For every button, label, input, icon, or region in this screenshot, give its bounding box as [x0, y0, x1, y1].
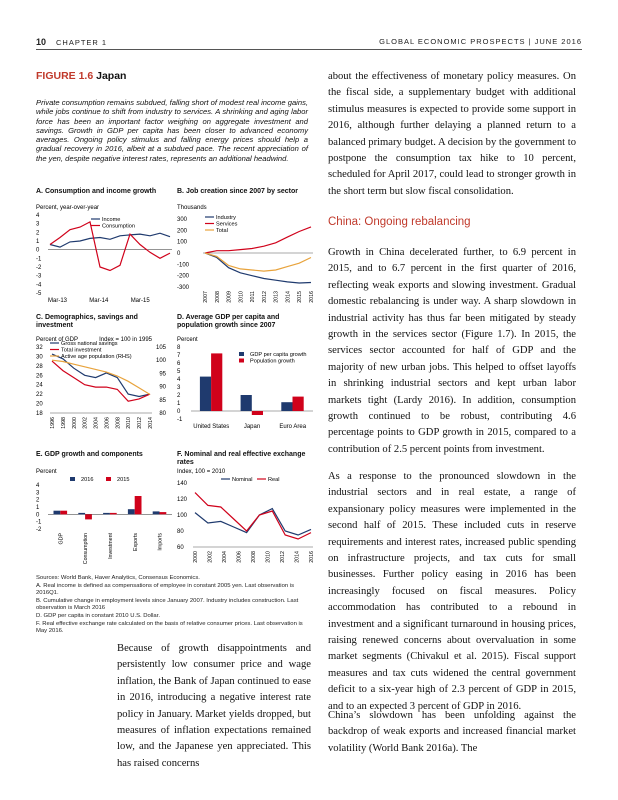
bar: [241, 395, 252, 411]
y-tick-label: 22: [36, 392, 43, 399]
axis-label-y: Percent, year-over-year: [36, 205, 100, 211]
x-tick-label: 2008: [251, 551, 257, 563]
y-tick-label: 20: [36, 401, 43, 408]
figure-label: FIGURE 1.6: [36, 70, 94, 82]
y-tick-label: 1: [177, 401, 181, 407]
axis-label-y: Percent: [177, 337, 198, 343]
chart-panel-d: [177, 335, 317, 445]
note-d: D. GDP per capita in constant 2010 U.S. Dollar.: [36, 612, 160, 619]
y-tick-label: 8: [177, 345, 181, 351]
y2-tick-label: 100: [155, 358, 166, 365]
y-tick-label: -5: [36, 291, 42, 297]
series-line: [52, 360, 150, 394]
axis-label-y: Percent: [36, 469, 57, 475]
x-tick-label: 1996: [50, 417, 56, 429]
page-number: 10: [36, 37, 47, 47]
panel-c-title: C. Demographics, savings and investment: [36, 314, 138, 330]
x-tick-label: 2010: [265, 551, 272, 563]
x-tick-label: Exports: [132, 533, 139, 551]
y-tick-label: -1: [36, 519, 42, 526]
x-tick-label: United States: [193, 424, 230, 430]
x-tick-label: Japan: [243, 424, 261, 430]
x-tick-label: 1998: [60, 417, 67, 429]
note-sources: Sources: World Bank, Haver Analytics, Consensus Economics.: [36, 575, 200, 581]
section-heading: China: Ongoing rebalancing: [328, 216, 471, 228]
legend-swatch: [70, 477, 75, 481]
y-tick-label: 18: [36, 411, 43, 417]
note-a: A. Real income is defined as compensations of employee in constant 2005 yen. Last observation is 2016Q1.: [36, 582, 295, 597]
y2-tick-label: 95: [159, 371, 166, 378]
legend-label: Real: [268, 477, 280, 483]
bar: [252, 411, 263, 415]
chapter-label: CHAPTER 1: [56, 38, 108, 47]
bar: [78, 513, 85, 515]
y-tick-label: 200: [177, 228, 188, 235]
bar: [85, 514, 92, 519]
series-line: [195, 509, 311, 535]
y-tick-label: 3: [36, 221, 40, 228]
x-tick-label: 2008: [115, 417, 122, 429]
legend-label: Active age population (RHS): [61, 354, 132, 360]
y-tick-label: -200: [177, 273, 190, 280]
legend-label: Population growth: [250, 358, 295, 365]
panel-a-title: A. Consumption and income growth: [36, 188, 157, 195]
y-tick-label: 4: [177, 377, 181, 383]
x-tick-label: Consumption: [83, 533, 90, 565]
y-tick-label: 1: [36, 239, 40, 245]
y-tick-label: -1: [36, 256, 42, 263]
x-tick-label: 2007: [203, 291, 209, 303]
legend-label: Consumption: [102, 223, 135, 230]
bar: [281, 402, 292, 411]
y-tick-label: 5: [177, 369, 181, 375]
body-text-left: Because of growth disappointments and persistently low consumer price and wage inflation, the Bank of Japan continued to ease in 2016, introducing a negative interest rate policy in January. Market yields dropped, but measures of inflation expectations remained low, and the Japanese yen appreciated. This has raised concerns: [117, 643, 311, 769]
x-tick-label: 2006: [236, 551, 243, 563]
legend-label: Industry: [216, 215, 236, 221]
legend-swatch: [106, 477, 111, 481]
panel-e-title: E. GDP growth and components: [36, 451, 143, 458]
bar: [103, 513, 110, 515]
x-tick-label: 2010: [238, 291, 245, 303]
publication-label: GLOBAL ECONOMIC PROSPECTS | JUNE 2016: [379, 37, 582, 46]
chart-panel-e: [36, 467, 176, 572]
y-tick-label: 30: [36, 354, 43, 361]
series-line: [205, 253, 311, 271]
y-tick-label: 80: [177, 529, 184, 535]
y-tick-label: 100: [177, 513, 188, 519]
y-tick-label: -3: [36, 273, 42, 280]
x-tick-label: 2012: [137, 417, 144, 429]
y-tick-label: 7: [177, 353, 181, 359]
x-tick-label: 2013: [273, 291, 280, 303]
panel-f-title: F. Nominal and real effective exchange rates: [177, 451, 306, 467]
x-tick-label: 2010: [126, 417, 133, 429]
x-tick-label: 2000: [71, 417, 78, 429]
y-tick-label: -4: [36, 282, 42, 289]
y-tick-label: 4: [36, 483, 40, 489]
axis-label-y: Thousands: [177, 205, 207, 211]
y-tick-label: 300: [177, 217, 188, 223]
y-tick-label: 0: [177, 251, 181, 257]
bar: [54, 511, 61, 515]
series-line: [52, 354, 150, 396]
y-tick-label: 100: [177, 239, 188, 246]
figure-description: Private consumption remains subdued, falling short of modest real income gains, while jobs continue to shift from industry to services. A shrinking and aging labor force has been an important factor weighing on aggregate investment and savings. Growth in GDP per capita has been closer to advanced economy averages. Ongoing policy stimulus and falling energy prices should help a gradual recovery in 2016, albeit at a subdued pace. The recent appreciation of the yen, despite negative interest rates, represents an additional headwind.: [36, 98, 308, 163]
series-line: [205, 253, 311, 283]
y-tick-label: 32: [36, 345, 43, 351]
y-tick-label: 120: [177, 497, 188, 503]
chart-panel-a: [36, 203, 176, 309]
x-tick-label: 2008: [214, 291, 221, 303]
y-tick-label: 26: [36, 373, 43, 380]
x-tick-label: 2009: [226, 291, 233, 303]
axis-label-y: Index, 100 = 2010: [177, 469, 226, 475]
y-tick-label: 1: [36, 505, 40, 511]
legend-swatch: [239, 352, 244, 356]
legend-label: 2016: [81, 477, 94, 483]
y2-tick-label: 80: [159, 411, 166, 417]
page-header: [36, 36, 582, 50]
x-tick-label: 2012: [280, 551, 286, 563]
x-tick-label: 2014: [285, 291, 292, 303]
legend-label: Total investment: [61, 347, 102, 354]
x-tick-label: Mar-14: [89, 298, 109, 304]
x-tick-label: Euro Area: [279, 424, 307, 430]
figure-name: Japan: [96, 70, 127, 82]
body-paragraph-1: about the effectiveness of monetary policy measures. On the fiscal side, a supplementary budget with additional stimulus measures is expected to provide some support in 2016, although further delaying a planned return to a balanced primary budget. A decision by the government to postpone the consumption tax hike to 10 percent, scheduled for April 2017, could lead to stronger growth in the short term but slow fiscal consolidation.: [328, 71, 577, 197]
x-tick-label: Imports: [157, 533, 164, 551]
x-tick-label: 2004: [222, 551, 228, 563]
bar: [200, 377, 211, 411]
y-tick-label: 4: [36, 213, 40, 219]
x-tick-label: 2002: [207, 551, 214, 563]
x-tick-label: 2014: [294, 551, 301, 563]
bar: [128, 509, 135, 514]
y-tick-label: 0: [36, 247, 40, 254]
body-paragraph-2: Growth in China decelerated further, to 6.9 percent in 2015, and to 6.7 percent in the first quarter of 2016, reflecting weak exports and slowing investment. Gradual domestic rebalancing is under way. A sharp slowdown in industrial activity has thus far been mitigated by steady growth in the services sector (Figure 1.7). In 2015, the services sector accounted for half of GDP and the majority of new urban jobs. This helped to offset layoffs in shrinking industrial sectors and kept urban labor markets tight (Lardy 2016). In addition, consumption growth continued to be robust, contributing 4.6 percentage points to GDP growth in 2015, compared to a contribution of 2.5 percent points from investment.: [328, 247, 576, 455]
x-tick-label: 2012: [261, 291, 268, 303]
bar: [60, 511, 67, 515]
series-line: [195, 493, 311, 539]
legend-label: 2015: [117, 477, 130, 483]
x-tick-label: 2000: [193, 551, 199, 563]
y-tick-label: 2: [36, 497, 40, 504]
bar: [135, 496, 142, 514]
legend-label: Services: [216, 221, 238, 228]
y-tick-label: 24: [36, 382, 43, 389]
body-paragraph-3: As a response to the pronounced slowdown in the industrial sectors and in real estate, a range of expansionary policy measures were implemented in the second half of 2015. These included cuts in reserve requirements and interest rates, increased public spending on infrastructure projects, and tax cuts for small businesses. Further policy easing in 2016 has been increasingly focused on fiscal measures. Policy accommodation has contributed to a rebound in investment and a significant turnaround in housing prices, raising renewed concerns about overvaluation in some market segments (Chivakul et al. 2015). Fiscal support measures and tax cuts widened the central government deficit to a six-year high of 2.3 percent of GDP in 2015, and to an expected 3 percent of GDP in 2016.: [328, 471, 576, 712]
y-tick-label: 6: [177, 361, 181, 367]
x-tick-label: Investment: [108, 533, 114, 559]
chart-panel-c: [36, 335, 176, 445]
bar: [110, 513, 117, 515]
x-tick-label: 2016: [309, 291, 315, 303]
y-tick-label: 140: [177, 481, 188, 487]
x-tick-label: 2014: [148, 417, 154, 429]
y2-tick-label: 90: [159, 384, 166, 391]
series-line: [50, 233, 170, 247]
x-tick-label: 2011: [250, 291, 257, 303]
bar: [211, 353, 222, 411]
y-tick-label: 28: [36, 363, 43, 370]
legend-label: GDP per capita growth: [250, 352, 307, 358]
legend-swatch: [239, 359, 244, 363]
note-b: B. Cumulative change in employment levels since January 2007. Industry includes construction. Last observation is March 2016: [36, 597, 299, 612]
y2-tick-label: 85: [159, 397, 166, 404]
x-tick-label: 2002: [82, 417, 89, 429]
bar: [293, 397, 304, 411]
panel-b-title: B. Job creation since 2007 by sector: [177, 188, 298, 195]
x-tick-label: 2006: [104, 417, 111, 429]
y2-tick-label: 105: [155, 345, 166, 351]
x-tick-label: 2004: [93, 417, 100, 429]
y-tick-label: 3: [177, 385, 181, 391]
x-tick-label: 2015: [297, 291, 304, 303]
axis-label-y: Percent of GDP: [36, 337, 79, 343]
y-tick-label: -2: [36, 265, 42, 271]
body-paragraph-4: China’s slowdown has been unfolding against the backdrop of weak exports and increased financial market volatility (World Bank 2016a). The: [328, 710, 576, 754]
note-f: F. Real effective exchange rate calculated on the basis of relative consumer prices. Last observation is May 2016.: [36, 620, 303, 635]
y-tick-label: 60: [177, 545, 184, 551]
y-tick-label: -1: [177, 417, 183, 423]
chart-panel-f: [177, 467, 317, 572]
y-tick-label: -100: [177, 262, 190, 269]
bar: [153, 511, 160, 514]
y-tick-label: 0: [177, 409, 181, 415]
bar: [160, 512, 167, 514]
legend-label: Total: [216, 228, 228, 234]
y-tick-label: 0: [36, 512, 40, 519]
legend-label: Gross national savings: [61, 341, 118, 347]
y-tick-label: -2: [36, 527, 42, 533]
x-tick-label: Mar-13: [48, 298, 68, 304]
chart-panel-b: [177, 203, 317, 309]
panel-d-title: D. Average GDP per capita and population growth since 2007: [177, 314, 280, 330]
figure-title: [36, 70, 126, 82]
axis-label-y2: Index = 100 in 1995: [99, 337, 152, 343]
legend-label: Nominal: [232, 477, 253, 483]
y-tick-label: 2: [36, 230, 40, 237]
figure-notes: [36, 575, 314, 636]
legend-label: Income: [102, 217, 121, 223]
y-tick-label: 2: [177, 393, 181, 399]
x-tick-label: Mar-15: [130, 298, 150, 304]
x-tick-label: GDP: [58, 533, 65, 545]
y-tick-label: -300: [177, 285, 190, 291]
x-tick-label: 2016: [309, 551, 315, 563]
header-rule: [36, 49, 582, 50]
y-tick-label: 3: [36, 490, 40, 497]
